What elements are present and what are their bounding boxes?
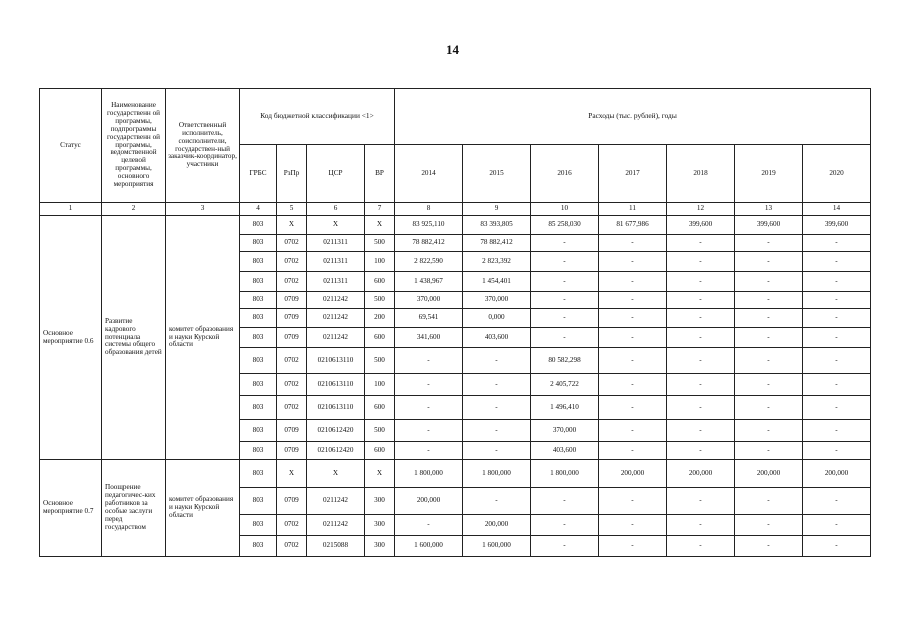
expense-value-cell: - — [599, 272, 667, 292]
expense-value-cell: 1 600,000 — [463, 536, 531, 557]
expense-value-cell: - — [735, 309, 803, 328]
column-number: 4 — [240, 203, 277, 216]
rzpr-cell: 0702 — [277, 348, 307, 374]
expense-value-cell: - — [735, 396, 803, 420]
expense-value-cell: - — [463, 442, 531, 460]
expense-value-cell: - — [395, 396, 463, 420]
expense-value-cell: - — [395, 442, 463, 460]
expense-value-cell: - — [667, 442, 735, 460]
expense-value-cell: - — [599, 235, 667, 252]
column-number: 13 — [735, 203, 803, 216]
expense-value-cell: - — [599, 374, 667, 396]
expense-value-cell: - — [735, 252, 803, 272]
column-number: 14 — [803, 203, 871, 216]
grbs-cell: 803 — [240, 515, 277, 536]
measure-name-cell: Поощрение педагогичес-ких работников за особые заслуги перед государством — [102, 460, 166, 557]
column-number: 7 — [365, 203, 395, 216]
csr-cell: 0210613110 — [307, 396, 365, 420]
csr-cell: 0211311 — [307, 235, 365, 252]
expense-value-cell: - — [395, 348, 463, 374]
expense-value-cell: 1 496,410 — [531, 396, 599, 420]
header-year: 2019 — [735, 145, 803, 203]
vr-cell: 500 — [365, 292, 395, 309]
csr-cell: 0210612420 — [307, 420, 365, 442]
grbs-cell: 803 — [240, 272, 277, 292]
rzpr-cell: 0709 — [277, 328, 307, 348]
expense-value-cell: - — [531, 536, 599, 557]
column-number: 1 — [40, 203, 102, 216]
rzpr-cell: 0702 — [277, 252, 307, 272]
expense-value-cell: - — [803, 442, 871, 460]
expense-value-cell: 200,000 — [395, 488, 463, 515]
header-name: Наименование государственн ой программы, подпрограммы государственн ой программы, ведомственной целевой программы, основного мероприятия — [102, 89, 166, 203]
expense-value-cell: - — [599, 396, 667, 420]
rzpr-cell: 0709 — [277, 309, 307, 328]
rzpr-cell: 0709 — [277, 420, 307, 442]
rzpr-cell: 0709 — [277, 488, 307, 515]
header-year: 2016 — [531, 145, 599, 203]
header-vr: ВР — [365, 145, 395, 203]
vr-cell: 100 — [365, 252, 395, 272]
expense-value-cell: 370,000 — [531, 420, 599, 442]
expense-value-cell: - — [735, 328, 803, 348]
column-number: 11 — [599, 203, 667, 216]
column-number: 8 — [395, 203, 463, 216]
status-cell: Основное мероприятие 0.7 — [40, 460, 102, 557]
expense-value-cell: 0,000 — [463, 309, 531, 328]
rzpr-cell: 0709 — [277, 442, 307, 460]
csr-cell: 0210612420 — [307, 442, 365, 460]
expense-value-cell: 2 405,722 — [531, 374, 599, 396]
expense-value-cell: - — [667, 252, 735, 272]
expense-value-cell: - — [803, 515, 871, 536]
rzpr-cell: Х — [277, 460, 307, 488]
expense-value-cell: - — [463, 488, 531, 515]
csr-cell: Х — [307, 460, 365, 488]
grbs-cell: 803 — [240, 309, 277, 328]
expense-value-cell: - — [667, 309, 735, 328]
csr-cell: Х — [307, 216, 365, 235]
expense-value-cell: 2 822,590 — [395, 252, 463, 272]
expense-value-cell: - — [667, 396, 735, 420]
grbs-cell: 803 — [240, 292, 277, 309]
header-year: 2020 — [803, 145, 871, 203]
grbs-cell: 803 — [240, 216, 277, 235]
expense-value-cell: 2 823,392 — [463, 252, 531, 272]
expense-value-cell: - — [735, 292, 803, 309]
grbs-cell: 803 — [240, 328, 277, 348]
expense-value-cell: - — [599, 515, 667, 536]
grbs-cell: 803 — [240, 348, 277, 374]
expense-value-cell: - — [803, 420, 871, 442]
column-number: 12 — [667, 203, 735, 216]
header-rzpr: РзПр — [277, 145, 307, 203]
expense-value-cell: - — [667, 348, 735, 374]
vr-cell: 300 — [365, 536, 395, 557]
expense-value-cell: - — [803, 328, 871, 348]
column-number: 6 — [307, 203, 365, 216]
expense-value-cell: - — [395, 374, 463, 396]
expense-value-cell: - — [735, 536, 803, 557]
header-budget-code: Код бюджетной классификации <1> — [240, 89, 395, 145]
header-year: 2018 — [667, 145, 735, 203]
page-number: 14 — [446, 42, 459, 57]
header-expenses: Расходы (тыс. рублей), годы — [395, 89, 871, 145]
header-csr: ЦСР — [307, 145, 365, 203]
expense-value-cell: - — [531, 252, 599, 272]
expense-value-cell: 1 438,967 — [395, 272, 463, 292]
column-number: 2 — [102, 203, 166, 216]
column-number: 10 — [531, 203, 599, 216]
csr-cell: 0211242 — [307, 292, 365, 309]
expense-value-cell: 1 800,000 — [531, 460, 599, 488]
expense-value-cell: - — [395, 515, 463, 536]
expense-value-cell: 81 677,986 — [599, 216, 667, 235]
header-year: 2014 — [395, 145, 463, 203]
expense-value-cell: - — [803, 396, 871, 420]
rzpr-cell: 0709 — [277, 292, 307, 309]
expense-value-cell: - — [463, 348, 531, 374]
expense-value-cell: 200,000 — [803, 460, 871, 488]
executor-cell: комитет образования и науки Курской области — [166, 216, 240, 460]
expense-value-cell: - — [667, 272, 735, 292]
expense-value-cell: - — [599, 328, 667, 348]
expense-value-cell: - — [667, 420, 735, 442]
expense-value-cell: - — [735, 348, 803, 374]
csr-cell: 0210613110 — [307, 374, 365, 396]
expense-value-cell: - — [803, 272, 871, 292]
expense-value-cell: - — [667, 328, 735, 348]
vr-cell: 300 — [365, 488, 395, 515]
expense-value-cell: 341,600 — [395, 328, 463, 348]
expense-value-cell: - — [803, 374, 871, 396]
rzpr-cell: 0702 — [277, 515, 307, 536]
expense-value-cell: - — [599, 442, 667, 460]
expense-value-cell: 1 600,000 — [395, 536, 463, 557]
expense-value-cell: 83 393,805 — [463, 216, 531, 235]
expense-value-cell: - — [599, 309, 667, 328]
csr-cell: 0210613110 — [307, 348, 365, 374]
expense-value-cell: - — [667, 292, 735, 309]
expense-value-cell: - — [599, 420, 667, 442]
vr-cell: 500 — [365, 348, 395, 374]
header-grbs: ГРБС — [240, 145, 277, 203]
expense-value-cell: 399,600 — [735, 216, 803, 235]
grbs-cell: 803 — [240, 235, 277, 252]
vr-cell: 100 — [365, 374, 395, 396]
expense-value-cell: - — [599, 488, 667, 515]
expense-value-cell: - — [735, 420, 803, 442]
expense-value-cell: 78 882,412 — [395, 235, 463, 252]
expense-value-cell: - — [667, 488, 735, 515]
table-row — [40, 216, 871, 235]
vr-cell: 600 — [365, 328, 395, 348]
csr-cell: 0211242 — [307, 309, 365, 328]
expense-value-cell: 403,600 — [531, 442, 599, 460]
expense-value-cell: - — [735, 235, 803, 252]
expense-value-cell: - — [803, 309, 871, 328]
expense-value-cell: - — [667, 536, 735, 557]
grbs-cell: 803 — [240, 488, 277, 515]
csr-cell: 0215088 — [307, 536, 365, 557]
vr-cell: 600 — [365, 272, 395, 292]
vr-cell: 500 — [365, 235, 395, 252]
expense-value-cell: - — [803, 292, 871, 309]
expense-value-cell: - — [803, 348, 871, 374]
expense-value-cell: - — [803, 252, 871, 272]
rzpr-cell: 0702 — [277, 272, 307, 292]
expense-value-cell: - — [599, 292, 667, 309]
status-cell: Основное мероприятие 0.6 — [40, 216, 102, 460]
expense-value-cell: - — [599, 348, 667, 374]
expense-value-cell: - — [735, 272, 803, 292]
expense-value-cell: 83 925,110 — [395, 216, 463, 235]
column-number: 3 — [166, 203, 240, 216]
table-row — [40, 460, 871, 488]
vr-cell: 600 — [365, 442, 395, 460]
column-number: 5 — [277, 203, 307, 216]
expense-value-cell: 80 582,298 — [531, 348, 599, 374]
budget-table — [39, 88, 871, 557]
expense-value-cell: - — [667, 374, 735, 396]
expense-value-cell: - — [599, 252, 667, 272]
grbs-cell: 803 — [240, 396, 277, 420]
rzpr-cell: Х — [277, 216, 307, 235]
expense-value-cell: - — [735, 488, 803, 515]
expense-value-cell: 370,000 — [395, 292, 463, 309]
rzpr-cell: 0702 — [277, 374, 307, 396]
vr-cell: Х — [365, 460, 395, 488]
expense-value-cell: - — [463, 396, 531, 420]
expense-value-cell: - — [531, 292, 599, 309]
expense-value-cell: - — [531, 272, 599, 292]
header-executor: Ответственный исполнитель, соисполнители, государствен-ный заказчик-координатор, участники — [166, 89, 240, 203]
expense-value-cell: 370,000 — [463, 292, 531, 309]
expense-value-cell: - — [735, 442, 803, 460]
grbs-cell: 803 — [240, 252, 277, 272]
csr-cell: 0211242 — [307, 515, 365, 536]
expense-value-cell: - — [463, 374, 531, 396]
vr-cell: 500 — [365, 420, 395, 442]
grbs-cell: 803 — [240, 442, 277, 460]
header-year: 2015 — [463, 145, 531, 203]
expense-value-cell: - — [735, 374, 803, 396]
expense-value-cell: 399,600 — [803, 216, 871, 235]
header-status: Статус — [40, 89, 102, 203]
vr-cell: 300 — [365, 515, 395, 536]
expense-value-cell: - — [599, 536, 667, 557]
expense-value-cell: 1 800,000 — [395, 460, 463, 488]
csr-cell: 0211242 — [307, 328, 365, 348]
vr-cell: 600 — [365, 396, 395, 420]
grbs-cell: 803 — [240, 536, 277, 557]
expense-value-cell: 85 258,030 — [531, 216, 599, 235]
expense-value-cell: 1 800,000 — [463, 460, 531, 488]
vr-cell: 200 — [365, 309, 395, 328]
expense-value-cell: - — [803, 488, 871, 515]
expense-value-cell: - — [395, 420, 463, 442]
rzpr-cell: 0702 — [277, 536, 307, 557]
column-number: 9 — [463, 203, 531, 216]
expense-value-cell: - — [531, 515, 599, 536]
expense-value-cell: 200,000 — [667, 460, 735, 488]
expense-value-cell: - — [735, 515, 803, 536]
executor-cell: комитет образования и науки Курской области — [166, 460, 240, 557]
expense-value-cell: - — [667, 235, 735, 252]
expense-value-cell: - — [531, 488, 599, 515]
expense-value-cell: - — [531, 235, 599, 252]
expense-value-cell: 200,000 — [463, 515, 531, 536]
grbs-cell: 803 — [240, 374, 277, 396]
expense-value-cell: - — [803, 235, 871, 252]
expense-value-cell: 399,600 — [667, 216, 735, 235]
expense-value-cell: 200,000 — [735, 460, 803, 488]
rzpr-cell: 0702 — [277, 235, 307, 252]
expense-value-cell: 78 882,412 — [463, 235, 531, 252]
vr-cell: Х — [365, 216, 395, 235]
header-year: 2017 — [599, 145, 667, 203]
measure-name-cell: Развитие кадрового потенциала системы общего образования детей — [102, 216, 166, 460]
expense-value-cell: 1 454,401 — [463, 272, 531, 292]
expense-value-cell: - — [531, 328, 599, 348]
expense-value-cell: - — [667, 515, 735, 536]
csr-cell: 0211242 — [307, 488, 365, 515]
table-body — [40, 216, 871, 557]
csr-cell: 0211311 — [307, 272, 365, 292]
expense-value-cell: 200,000 — [599, 460, 667, 488]
expense-value-cell: - — [531, 309, 599, 328]
column-number-row — [40, 203, 871, 216]
grbs-cell: 803 — [240, 460, 277, 488]
expense-value-cell: 403,600 — [463, 328, 531, 348]
expense-value-cell: 69,541 — [395, 309, 463, 328]
grbs-cell: 803 — [240, 420, 277, 442]
rzpr-cell: 0702 — [277, 396, 307, 420]
expense-value-cell: - — [803, 536, 871, 557]
expense-value-cell: - — [463, 420, 531, 442]
csr-cell: 0211311 — [307, 252, 365, 272]
